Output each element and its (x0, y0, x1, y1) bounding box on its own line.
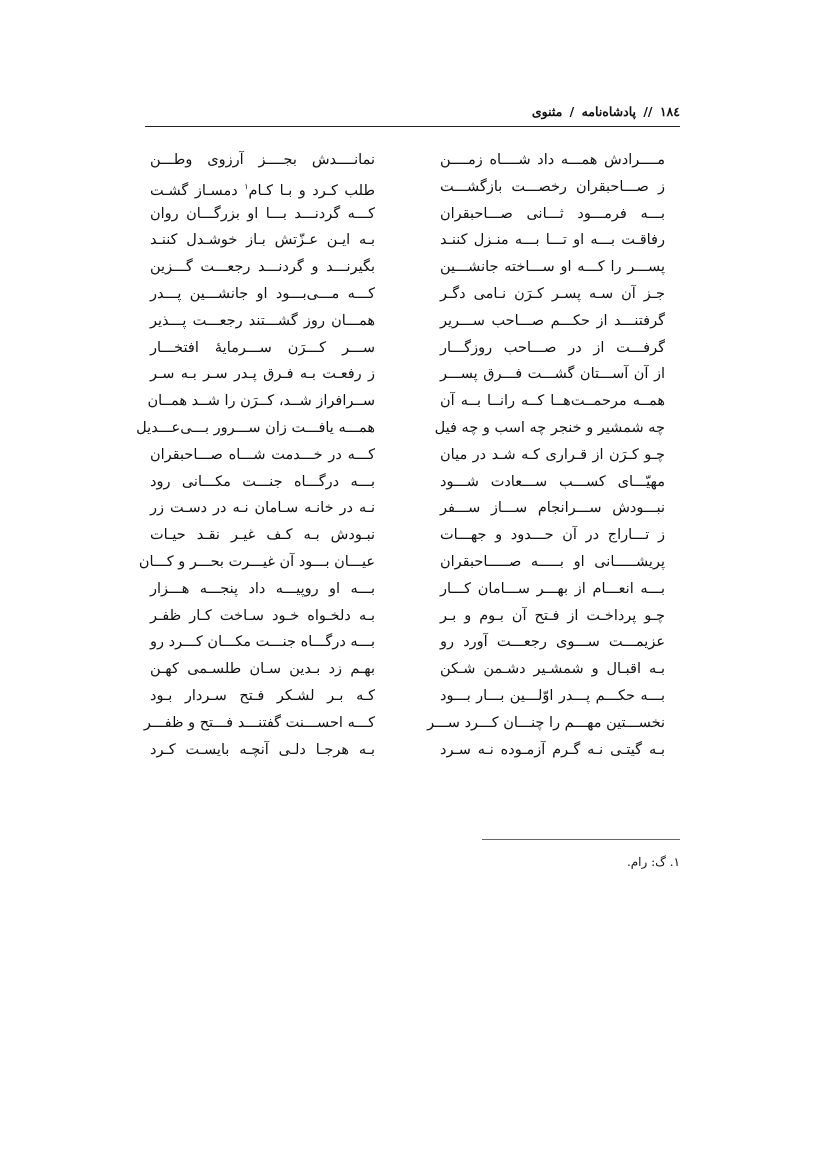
hemistich-left: عیـــان بـــود آن غیـــرت بحـــر و کـــان (138, 553, 375, 570)
verse-row (150, 578, 680, 605)
hemistich-right: بـــه انعـــام از بهـــر ســـامان کـــار (440, 580, 665, 597)
hemistich-right: چـو پرداخـت از فـتح آن بـوم و بـر (440, 607, 665, 624)
hemistich-left: نمانــــدش بجــــز آرزوی وطـــن (150, 152, 375, 168)
hemistich-left: کـه بـر لشـکر فـتح سـردار بـود (150, 687, 375, 704)
running-header (145, 104, 680, 119)
hemistich-right: بـه اقبـال و شمشـیر دشـمن شـکن (440, 661, 665, 678)
hemistich-left: ســرافراز شــد، کــرَن را شــد همــان (147, 393, 375, 410)
verse-row (150, 229, 680, 256)
hemistich-left: کـــه مـــی‌بـــود او جانشـــین پـــدر (150, 285, 375, 302)
verse-row (138, 551, 680, 578)
verse-row (150, 739, 680, 766)
hemistich-right: گرفـــت از در صـــاحب روزگـــار (440, 339, 665, 356)
verse-row (150, 310, 680, 337)
hemistich-left: بهـم زد بـدین سـان طلسـمی کهـن (150, 661, 375, 678)
verse-row (150, 203, 680, 230)
book-title: پادشاه‌نامه (581, 104, 636, 119)
hemistich-left: کـــه در خـــدمت شـــاه صـــاحبقران (150, 446, 375, 463)
hemistich-right: بـــه حکـــم پـــدر اوّلـــین بـــار بـــود (440, 687, 665, 704)
section-title: مثنوی (531, 104, 563, 119)
hemistich-right: گرفتنـــد از حکـــم صـــاحب ســـریر (440, 312, 665, 329)
hemistich-right: چه شمشیر و خنجر چه اسب و چه فیل (434, 419, 665, 436)
hemistich-right: ز صـــاحبقران رخصـــت بازگشـــت (440, 178, 665, 195)
header-rule (145, 126, 680, 127)
verse-row (150, 497, 680, 524)
hemistich-left: بـه دلخـواه خـود سـاخت کـار ظفـر (150, 607, 375, 624)
hemistich-left-part: طلب کـرد و بـا کـام (248, 182, 376, 199)
hemistich-right: پســـر را کـــه او ســـاخته جانشـــین (440, 259, 665, 276)
hemistich-left-part: دمسـاز گشـت (150, 182, 245, 199)
hemistich-right: بـــه فرمـــود ثـــانی صـــاحبقران (440, 205, 665, 222)
hemistich-left: بـه ایـن عـزّتش بـاز خوشـدل کننـد (150, 232, 375, 249)
hemistich-left: نبـودش بـه کـف غیـر نقـد حیـات (150, 527, 375, 544)
hemistich-left: همـــان روز گشـــتند رجعـــت پـــذیر (150, 312, 375, 329)
header-separator: / (569, 104, 575, 119)
verse-row (150, 605, 680, 632)
poem (136, 149, 680, 765)
verse-row (150, 283, 680, 310)
verse-row (150, 444, 680, 471)
hemistich-left: کـــه گردنـــد بـــا او بزرگـــان روان (150, 205, 375, 222)
verse-row (150, 256, 680, 283)
hemistich-right: بـه گیتـی نـه گـرم آزمـوده نـه سـرد (440, 741, 665, 758)
hemistich-right: مهیّـــای کســـب ســـعادت شـــود (440, 473, 665, 490)
footnote: ۱. گ: رام. (626, 855, 680, 869)
hemistich-right: مــــرادش همـــه داد شــــاه زمــــن (440, 152, 665, 168)
hemistich-left (150, 176, 375, 202)
verse-row (136, 417, 680, 444)
hemistich-left: بـــه درگـــاه جنـــت مکـــان کـــرد رو (150, 634, 375, 651)
hemistich-left: بـه هرجـا دلـی آنچـه بایسـت کـرد (150, 741, 375, 758)
page-number: ۱۸٤ (659, 104, 680, 119)
verse-row (150, 685, 680, 712)
hemistich-left: همـــه یافـــت زان ســـرور بـــی‌عـــدیل (136, 419, 375, 436)
hemistich-left: بـــه درگـــاه جنـــت مکـــانی رود (150, 473, 375, 490)
hemistich-right: جـز آن سـه پسـر کـرَن نـامی دگـر (440, 285, 665, 302)
hemistich-right: ز تـــاراج در آن حـــدود و جهـــات (440, 527, 665, 544)
hemistich-right: از آن آســـتان گشـــت فـــرق پســـر (440, 366, 665, 383)
hemistich-left: ز رفعـت بـه فـرق پـدر سـر بـه سـر (150, 366, 375, 383)
verse-row (150, 658, 680, 685)
verse-row (147, 390, 680, 417)
hemistich-left: بـــه او روپیـــه داد پنجـــه هـــزار (150, 580, 375, 597)
hemistich-right: رفاقـت بـــه او تـــا بـــه منـزل کننـد (440, 232, 665, 249)
footnote-rule (482, 839, 680, 840)
hemistich-right: عزیمـــت ســـوی رجعـــت آورد رو (440, 634, 665, 651)
verse-row (150, 471, 680, 498)
hemistich-left: کـــه احســـنت گفتنـــد فـــتح و ظفـــر (143, 714, 375, 731)
hemistich-right: چـو کـرَن از قـراری کـه شـد در میان (440, 446, 665, 463)
hemistich-left: بگیرنـــد و گردنـــد رجعـــت گـــزین (150, 259, 375, 276)
hemistich-right: نبـــودش ســـرانجام ســـاز ســـفر (440, 500, 665, 517)
hemistich-left: ســـر کـــرَن ســـرمایهٔ افتخـــار (150, 339, 375, 356)
hemistich-right: نخســـتین مهـــم را چنـــان کـــرد ســـر (427, 714, 665, 731)
verse-row (150, 363, 680, 390)
hemistich-right: همــه مرحمــت‌هــا کــه رانــا بــه آن (440, 393, 665, 410)
verse-row (143, 712, 680, 739)
verse-row (150, 176, 680, 203)
verse-row (150, 337, 680, 364)
footnote-marker: ۱ (244, 181, 249, 191)
header-separator: // (643, 104, 653, 119)
verse-row (150, 631, 680, 658)
hemistich-right: پریشـــــانی او بـــــه صـــــاحبقران (440, 553, 665, 570)
verse-row (150, 524, 680, 551)
hemistich-left: نـه در خانـه سـامان نـه در دسـت زر (150, 500, 375, 517)
verse-row (150, 149, 680, 176)
